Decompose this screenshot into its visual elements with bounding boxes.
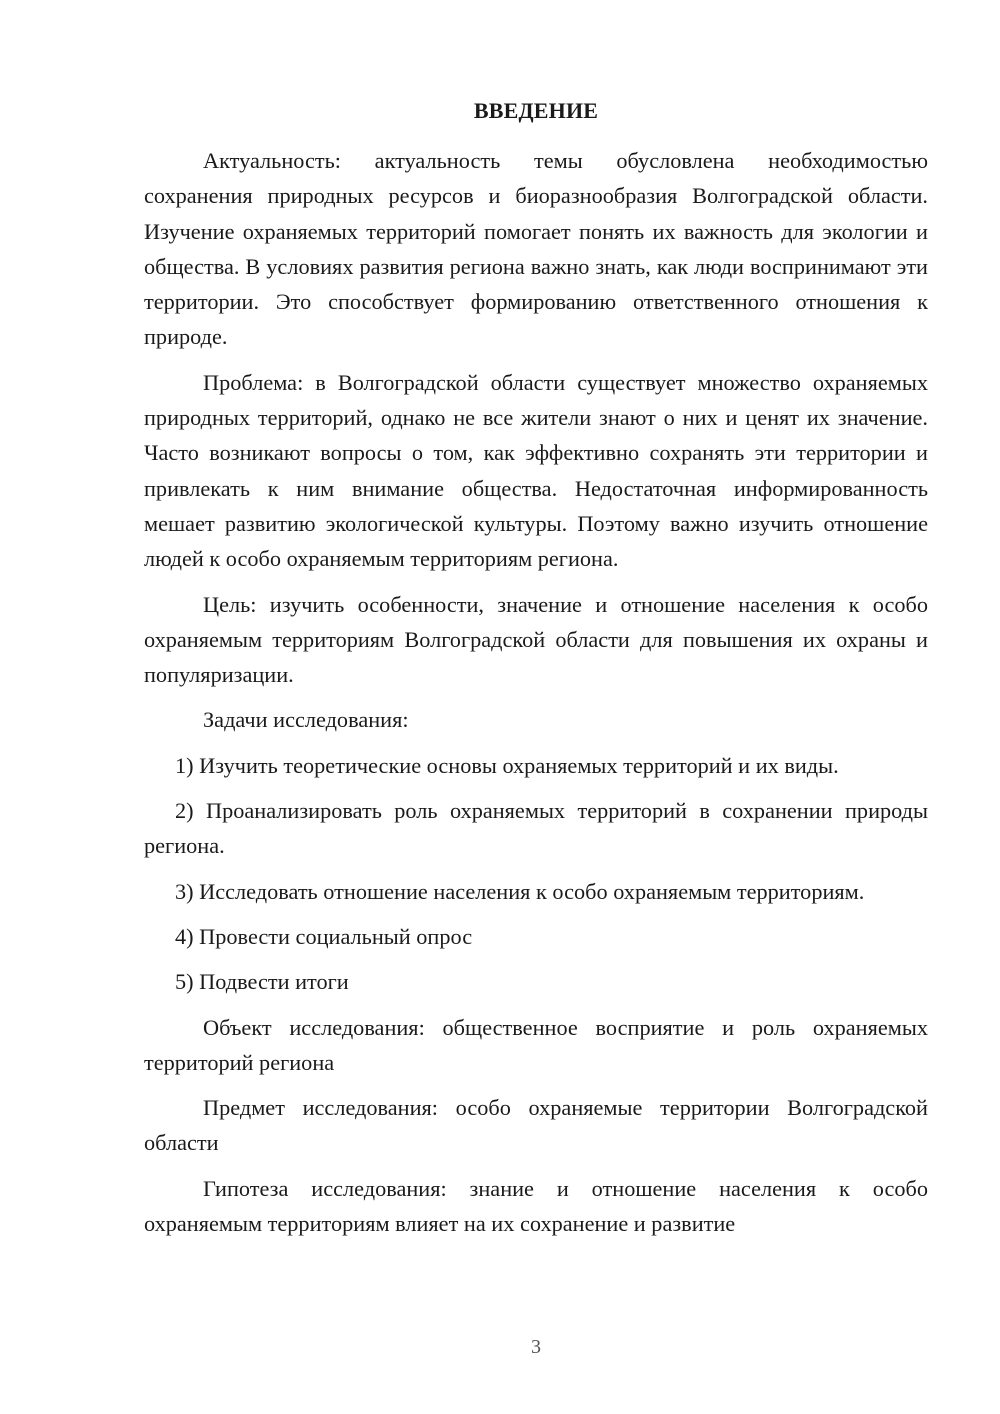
list-item-task-3: 3) Исследовать отношение населения к особо охраняемым территориям.: [175, 878, 865, 904]
list-item-task-5: 5) Подвести итоги: [175, 969, 349, 995]
paragraph-goal: Цель: изучить особенности, значение и отношение населения к особо охраняемым территориям Волгоградской области для повышения их охраны и популяризации.: [144, 591, 928, 688]
paragraph-hypothesis: Гипотеза исследования: знание и отношение населения к особо охраняемым территориям влияет на их сохранение и развитие: [144, 1175, 928, 1237]
document-page: [144, 0, 928, 1414]
paragraph-problem: Проблема: в Волгоградской области существует множество охраняемых природных территорий, однако не все жители знают о них и ценят их значение. Часто возникают вопросы о том, как эффективно сохранять эти территории и привлекать к ним внимание общества. Недостаточная информированность мешает развитию экологической культуры. Поэтому важно изучить отношение людей к особо охраняемым территориям региона.: [144, 369, 928, 572]
paragraph-relevance: Актуальность: актуальность темы обусловлена необходимостью сохранения природных ресурсов и биоразнообразия Волгоградской области. Изучение охраняемых территорий помогает понять их важность для экологии и общества. В условиях развития региона важно знать, как люди воспринимают эти территории. Это способствует формированию ответственного отношения к природе.: [144, 148, 928, 350]
paragraph-object: Объект исследования: общественное восприятие и роль охраняемых территорий региона: [144, 1014, 928, 1075]
paragraph-tasks-heading: Задачи исследования:: [203, 707, 409, 733]
paragraph-subject: Предмет исследования: особо охраняемые территории Волгоградской области: [144, 1095, 928, 1156]
list-item-task-4: 4) Провести социальный опрос: [175, 923, 473, 949]
list-item-task-2: 2) Проанализировать роль охраняемых территорий в сохранении природы региона.: [144, 798, 928, 859]
list-item-task-1: 1) Изучить теоретические основы охраняемых территорий и их виды.: [175, 752, 839, 778]
page-number: 3: [531, 1336, 541, 1358]
page-title: ВВЕДЕНИЕ: [473, 98, 599, 123]
document-body: [144, 143, 928, 1251]
